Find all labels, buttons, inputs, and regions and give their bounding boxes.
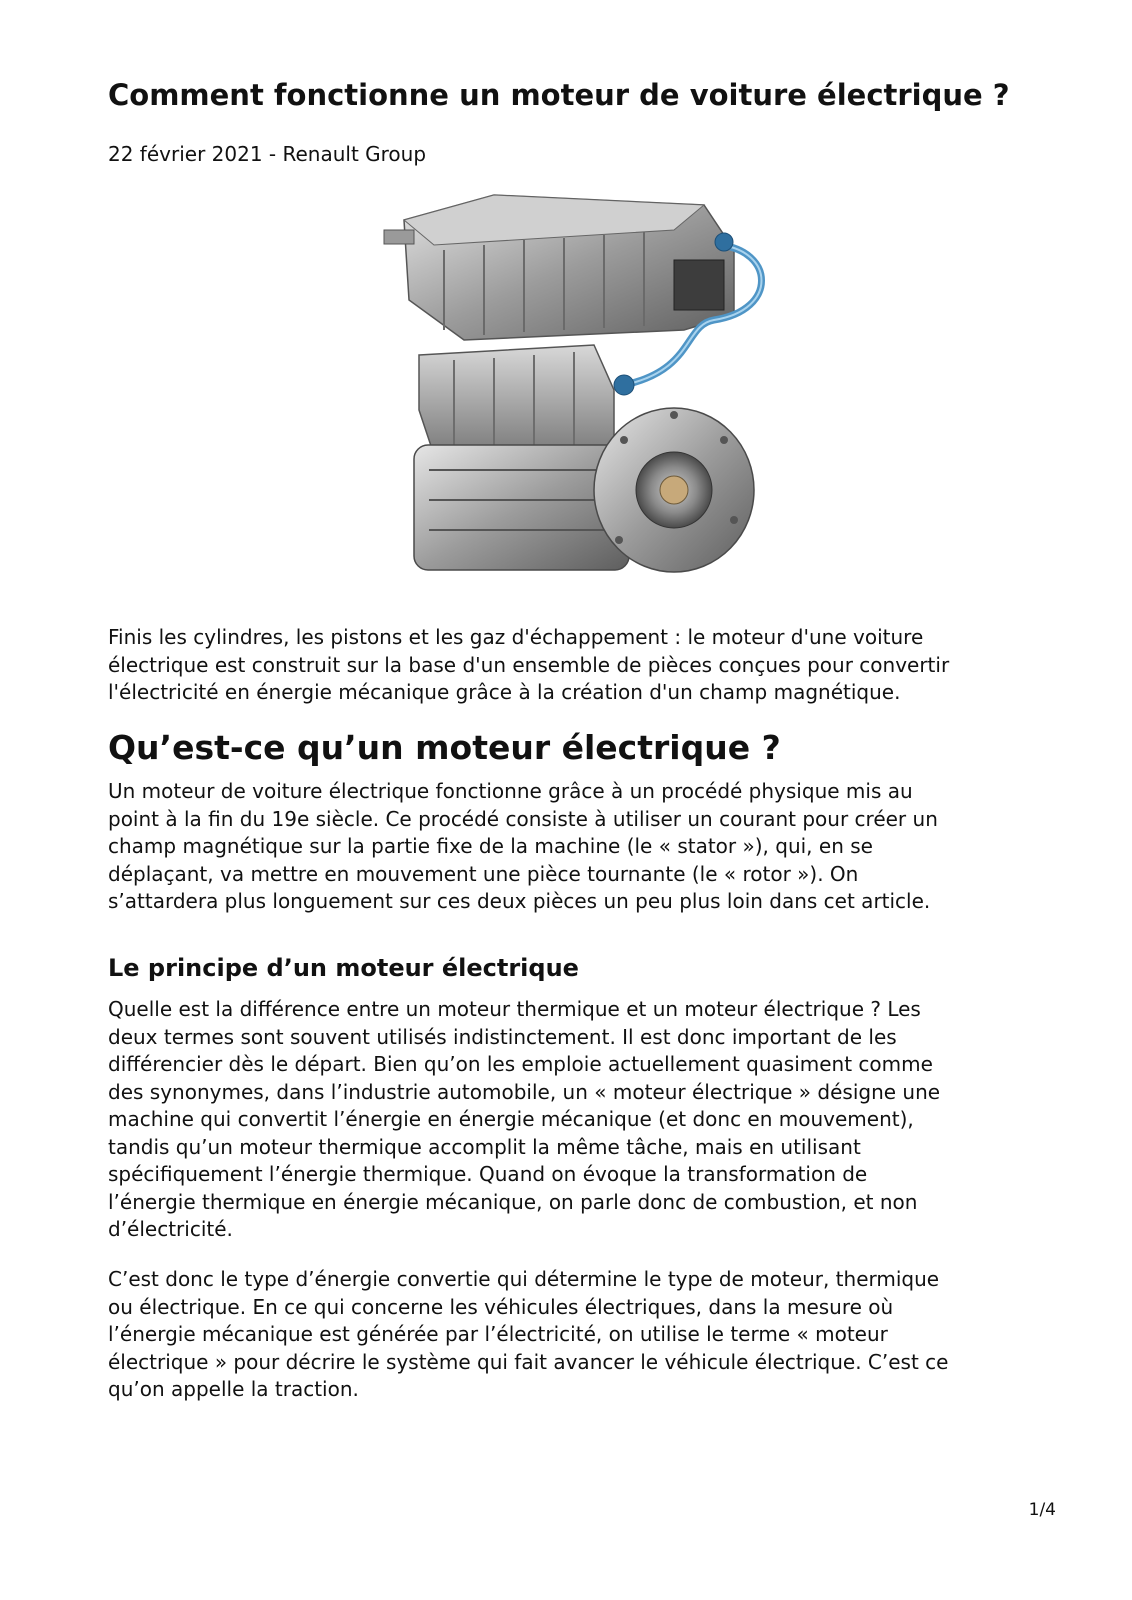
text-line: électrique » pour décrire le système qui fait avancer le véhicule électrique. C’est ce xyxy=(108,1349,949,1374)
text-line: déplaçant, va mettre en mouvement une pièce tournante (le « rotor »). On xyxy=(108,861,859,886)
text-line: ou électrique. En ce qui concerne les véhicules électriques, dans la mesure où xyxy=(108,1294,894,1319)
page-number: 1/4 xyxy=(1028,1500,1056,1520)
text-line: différencier dès le départ. Bien qu’on les emploie actuellement quasiment comme xyxy=(108,1052,933,1076)
text-line: tandis qu’un moteur thermique accomplit la même tâche, mais en utilisant xyxy=(108,1134,861,1159)
text-line: machine qui convertit l’énergie en énergie mécanique (et donc en mouvement), xyxy=(108,1107,914,1131)
section2-paragraph-2 xyxy=(108,1266,948,1404)
text-line: s’attardera plus longuement sur ces deux pièces un peu plus loin dans cet article. xyxy=(108,889,931,913)
section-heading-what-is: Qu’est-ce qu’un moteur électrique ? xyxy=(108,728,781,767)
intro-paragraph xyxy=(108,624,949,707)
section-heading-principle: Le principe d’un moteur électrique xyxy=(108,954,579,982)
text-line: l’énergie thermique en énergie mécanique, on parle donc de combustion, et non xyxy=(108,1189,918,1214)
article-date-author: 22 février 2021 - Renault Group xyxy=(108,142,427,166)
text-line: champ magnétique sur la partie fixe de la machine (le « stator »), qui, en se xyxy=(108,834,873,858)
text-line: Finis les cylindres, les pistons et les gaz d'échappement : le moteur d'une voiture xyxy=(108,625,924,649)
article-title: Comment fonctionne un moteur de voiture électrique ? xyxy=(108,78,1010,112)
text-line: Un moteur de voiture électrique fonctionne grâce à un procédé physique mis au xyxy=(108,779,913,803)
electric-motor-image xyxy=(374,190,794,600)
text-line: l'électricité en énergie mécanique grâce à la création d'un champ magnétique. xyxy=(108,680,901,704)
text-line: l’énergie mécanique est générée par l’électricité, on utilise le terme « moteur xyxy=(108,1322,888,1346)
text-line: d’électricité. xyxy=(108,1217,233,1241)
text-line: C’est donc le type d’énergie convertie qui détermine le type de moteur, thermique xyxy=(108,1267,940,1291)
text-line: point à la fin du 19e siècle. Ce procédé consiste à utiliser un courant pour créer un xyxy=(108,806,938,831)
text-line: deux termes sont souvent utilisés indistinctement. Il est donc important de les xyxy=(108,1024,897,1049)
text-line: Quelle est la différence entre un moteur thermique et un moteur électrique ? Les xyxy=(108,997,921,1021)
section2-paragraph-1 xyxy=(108,996,940,1244)
section1-paragraph xyxy=(108,778,938,916)
text-line: qu’on appelle la traction. xyxy=(108,1377,359,1401)
text-line: électrique est construit sur la base d'un ensemble de pièces conçues pour convertir xyxy=(108,652,950,677)
text-line: spécifiquement l’énergie thermique. Quand on évoque la transformation de xyxy=(108,1162,868,1186)
text-line: des synonymes, dans l’industrie automobile, un « moteur électrique » désigne une xyxy=(108,1079,941,1104)
